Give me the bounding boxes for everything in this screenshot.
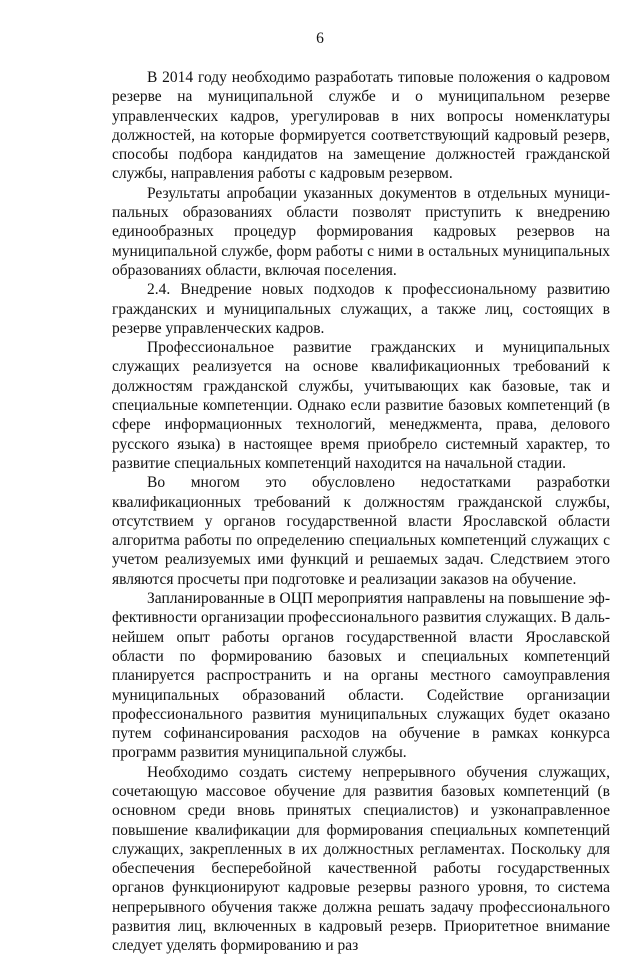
document-body	[112, 68, 610, 956]
paragraph-approbation-results: Результаты апробации указанных документов в отдельных муниципальных образованиях области позволят приступить к внедрению единообразных процедур формирования кадровых резервов на муниципальной службе, форм работы с ними в остальных муниципальных образованиях области, включая поселения.	[112, 184, 610, 279]
paragraph-continuous-training: Необходимо создать систему непрерывного обучения служащих, сочетающую массовое обучение для развития базовых компетенций (в основном среди вновь принятых специалистов) и узконаправленное повышение квалификации для формирования специальных компетенций служащих, закрепленных в их должностных регламентах. Поскольку для обеспечения бесперебойной качественной работы государственных органов функционируют кадровые резервы разного уровня, то система непрерывного обучения также должна решать задачу профессионального развития лиц, включенных в кадровый резерв. Приоритетное внимание следует уделять формированию и раз	[112, 763, 610, 955]
paragraph-qualification-shortcomings: Во многом это обусловлено недостатками разработки квалификационных требований к должностям гражданской службы, отсутствием у органов государственной власти Ярославской области алгоритма работы по определению специальных компетенций служащих с учетом реализуемых ими функций и решаемых задач. Следствием этого являются просчеты при подготовке и реализации заказов на обучение.	[112, 474, 610, 588]
page-number: 6	[316, 30, 324, 47]
paragraph-personnel-reserve-regulations: В 2014 году необходимо разработать типовые положения о кадровом резерве на муниципальной службе и о муниципальном резерве управленческих кадров, урегулировав в них вопросы номенклатуры должностей, на которые формируется соответствующий кадровый резерв, способы подбора кандидатов на замещение должностей гражданской службы, направления работы с кадровым резервом.	[112, 69, 610, 183]
paragraph-professional-development: Профессиональное развитие гражданских и муниципальных служащих реализуется на основе квалификационных требований к должностям гражданской службы, учитывающих как базовые, так и специальные компетенции. Однако если развитие базовых компетенций (в сфере информационных технологий, менеджмента, права, делового русского языка) в настоящее время приобрело системный характер, то развитие специальных компетенций находится на начальной стадии.	[112, 339, 610, 472]
paragraph-planned-measures: Запланированные в ОЦП мероприятия направлены на повышение эффективности организации профессионального развития служащих. В дальнейшем опыт работы органов государственной власти Ярославской области по формированию базовых и специальных компетенций планируется распространить и на органы местного самоуправления муниципальных образований области. Содействие организации профессионального развития муниципальных служащих будет оказано путем софинансирования расходов на обучение в рамках конкурса программ развития муниципальной службы.	[112, 590, 610, 762]
section-heading-2-4: 2.4. Внедрение новых подходов к профессиональному развитию гражданских и муниципальных служащих, а также лиц, состоящих в резерве управленческих кадров.	[112, 281, 610, 337]
